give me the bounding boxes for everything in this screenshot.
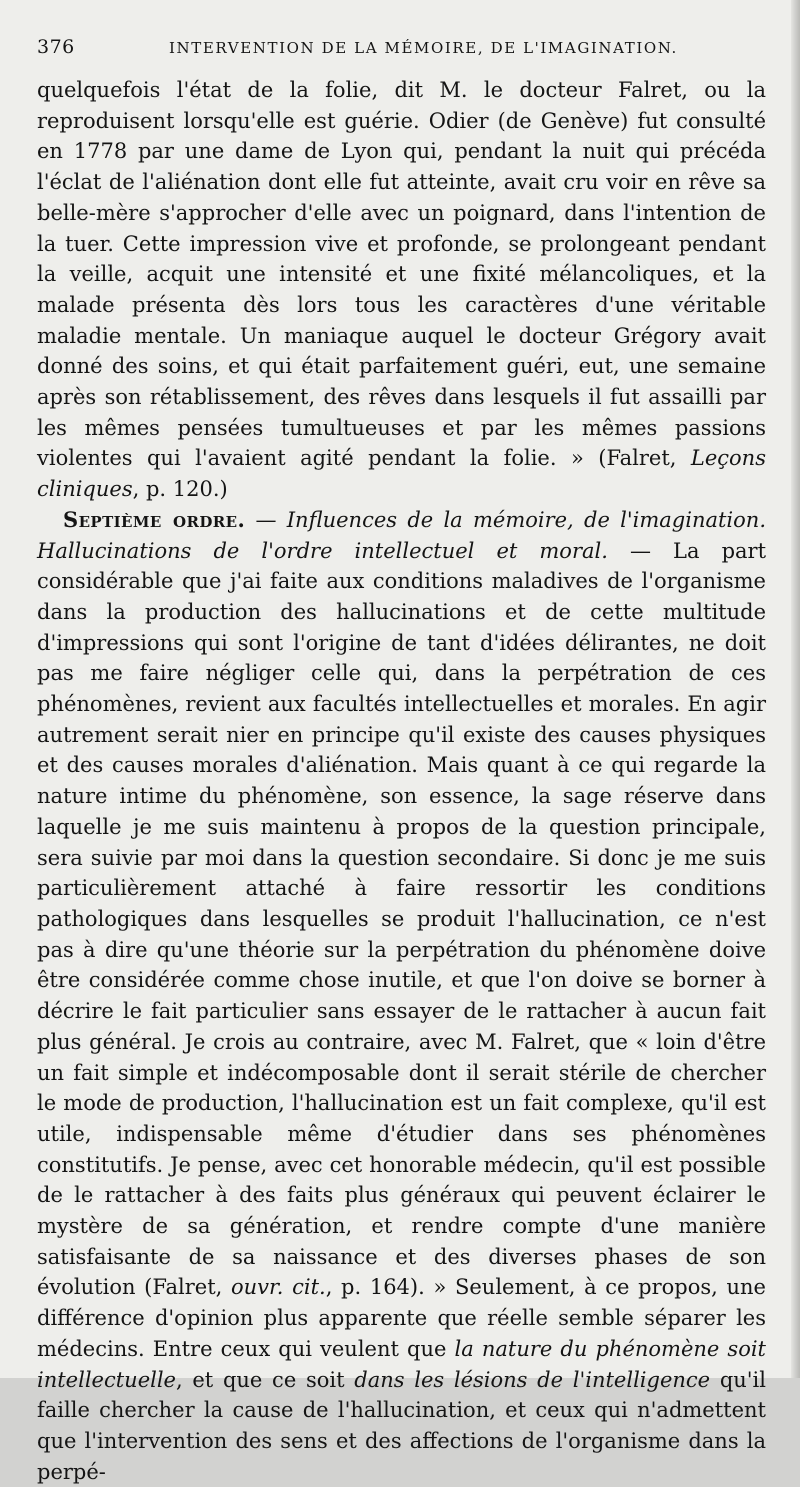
page-edge-shadow xyxy=(791,0,800,1378)
page-header xyxy=(37,36,766,72)
paragraph-continuation xyxy=(37,75,766,505)
italic-phrase-nature: la nature du phénomène soit intellectuelle xyxy=(37,1336,766,1392)
citation-title: Leçons cliniques xyxy=(37,446,766,502)
citation-ouvr-cit: ouvr. cit. xyxy=(231,1275,326,1300)
running-head: INTERVENTION DE LA MÉMOIRE, DE L'IMAGINATION. xyxy=(169,39,678,57)
page-number: 376 xyxy=(37,36,75,58)
paragraph2-text-b: , p. 164). » Seulement, à ce propos, une différence d'opinion plus apparente que réelle semble séparer les médecins. Entre ceux qui veulent que xyxy=(37,1275,766,1361)
section-label: Septième ordre. xyxy=(63,506,246,532)
italic-phrase-lesions: dans les lésions de l'intelligence xyxy=(354,1367,711,1392)
label-dash: — xyxy=(245,507,287,532)
body-text xyxy=(37,75,766,1487)
citation-end: , p. 120.) xyxy=(132,477,228,502)
paragraph2-text-d: qu'il faille chercher la cause de l'hallucination, et ceux qui n'admettent que l'intervention des sens et des affections de l'organisme dans la perpé- xyxy=(37,1367,766,1484)
paragraph1-text: quelquefois l'état de la folie, dit M. le docteur Falret, ou la reproduisent lorsqu'elle est guérie. Odier (de Genève) fut consulté en 1778 par une dame de Lyon qui, pendant la nuit qui précéda l'éclat de l'aliénation dont elle fut atteinte, avait cru voir en rêve sa belle-mère s'approcher d'elle avec un poignard, dans l'intention de la tuer. Cette impression vive et profonde, se prolongeant pendant la veille, acquit une intensité et une fixité mélancoliques, et la malade présenta dès lors tous les caractères d'une véritable maladie mentale. Un maniaque auquel le docteur Grégory avait donné des soins, et qui était parfaitement guéri, eut, une semaine après son rétablissement, des rêves dans lesquels il fut assailli par les mêmes pensées tumultueuses et par les mêmes passions violentes qui l'avaient agité pendant la folie. » (Falret, xyxy=(37,78,766,471)
paragraph-septieme-ordre xyxy=(37,505,766,1487)
paragraph2-text-a: — La part considérable que j'ai faite aux conditions maladives de l'organisme dans la production des hallucinations et de cette multitude d'impressions qui sont l'origine de tant d'idées délirantes, ne doit pas me faire négliger celle qui, dans la perpétration de ces phénomènes, revient aux facultés intellectuelles et morales. En agir autrement serait nier en principe qu'il existe des causes physiques et des causes morales d'aliénation. Mais quant à ce qui regarde la nature intime du phénomène, son essence, la sage réserve dans laquelle je me suis maintenu à propos de la question principale, sera suivie par moi dans la question secondaire. Si donc je me suis particulièrement attaché à faire ressortir les conditions pathologiques dans lesquelles se produit l'hallucination, ce n'est pas à dire qu'une théorie sur la perpétration du phénomène doive être considérée comme chose inutile, et que l'on doive se borner à décrire le fait particulier sans essayer de le rattacher à aucun fait plus général. Je crois au contraire, avec M. Falret, que « loin d'être un fait simple et indécomposable dont il serait stérile de chercher le mode de production, l'hallucination est un fait complexe, qu'il est utile, indispensable même d'étudier dans ses phénomènes constitutifs. Je pense, avec cet honorable médecin, qu'il est possible de le rattacher à des faits plus généraux qui peuvent éclairer le mystère de sa génération, et rendre compte d'une manière satisfaisante de sa naissance et des diverses phases de son évolution (Falret, xyxy=(37,538,767,1300)
paragraph2-text-c: , et que ce soit xyxy=(175,1367,345,1392)
section-heading: Influences de la mémoire, de l'imagination. Hallucinations de l'ordre intellectuel et moral. xyxy=(37,507,766,563)
